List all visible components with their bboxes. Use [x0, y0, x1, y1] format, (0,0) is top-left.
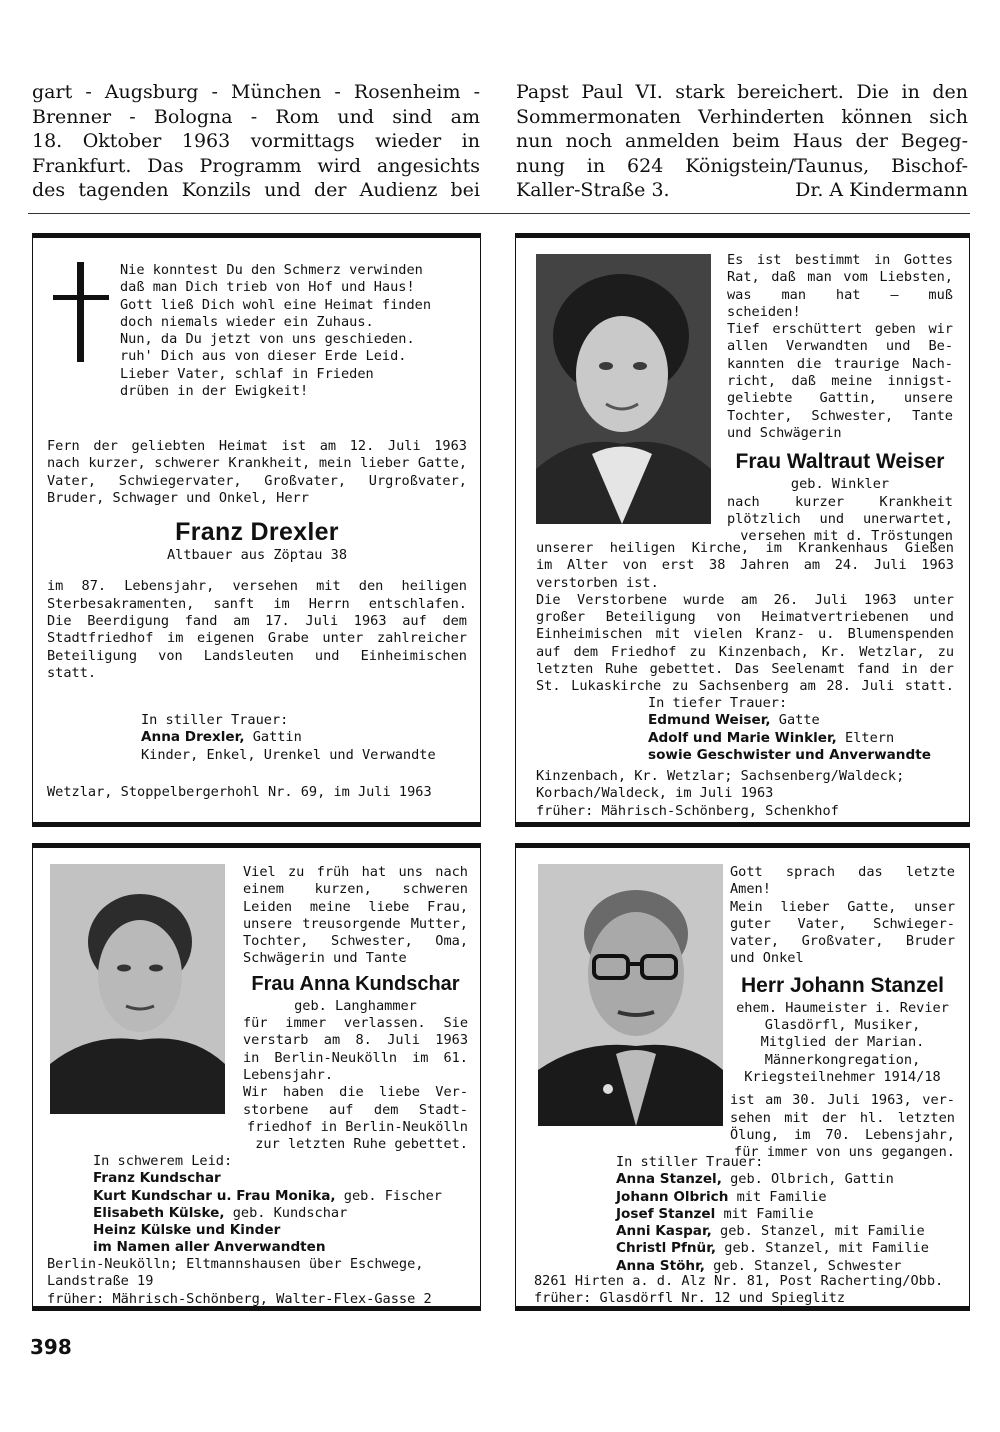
mourners	[616, 1154, 961, 1275]
text-line: für immer von uns gegangen.	[734, 1144, 955, 1161]
article-left-column	[32, 80, 480, 203]
portrait-photo	[50, 864, 225, 1114]
text-line: Die Beerdigung fand am 17. Juli 1963 auf dem	[47, 613, 467, 630]
article-last-line	[516, 178, 968, 203]
address-line: früher: Mährisch-Schönberg, Walter-Flex-Gasse 2	[47, 1290, 432, 1307]
mourner-line: Kinder, Enkel, Urenkel und Verwandte	[141, 746, 436, 763]
text-line: sehen mit der hl. letzten	[730, 1109, 955, 1126]
text-line: einem kurzen, schweren	[243, 881, 468, 898]
mourner-name: Elisabeth Külske,	[93, 1204, 225, 1221]
obituary-waltraut-weiser	[515, 233, 970, 827]
text-line: allen Verwandten und Be-	[727, 338, 953, 355]
text-line: richt, daß meine innigst-	[727, 373, 953, 390]
mourner-line: Franz Kundschar	[93, 1170, 221, 1187]
article-line: Frankfurt. Das Programm wird angesichts	[32, 154, 480, 177]
text-line: statt.	[47, 664, 97, 681]
address	[536, 768, 954, 820]
address-line: Berlin-Neukölln; Eltmannshausen über Eschwege,	[47, 1256, 424, 1272]
text-line: in Berlin-Neukölln im 61.	[243, 1049, 468, 1066]
side-text	[727, 252, 953, 545]
text-line: und Onkel	[730, 950, 804, 967]
mourner-relation: mit Familie	[728, 1188, 827, 1205]
text-line: Tochter, Schwester, Tante	[727, 407, 953, 424]
obituary-anna-kundschar	[32, 843, 481, 1311]
text-line: was man hat — muß	[727, 286, 953, 303]
title-line: Glasdörfl, Musiker,	[764, 1017, 921, 1034]
maiden-name: geb. Langhammer	[294, 997, 417, 1014]
address-line: früher: Mährisch-Schönberg, Schenkhof	[536, 802, 839, 819]
mourner-relation: geb. Kundschar	[224, 1204, 348, 1221]
mourner-relation: mit Familie	[715, 1205, 814, 1222]
poem-line: Nun, da Du jetzt von uns geschieden.	[120, 331, 415, 348]
text-line: kannten die traurige Nach-	[727, 355, 953, 372]
mourner-name: Edmund Weiser,	[648, 712, 771, 729]
mourners	[93, 1153, 473, 1257]
mourner-name: Josef Stanzel	[616, 1205, 716, 1222]
mourner-relation: geb. Stanzel, Schwester	[704, 1257, 902, 1274]
article-line: Brenner - Bologna - Rom und sind am	[32, 105, 480, 128]
article-line: Sommermonaten Verhinderten können sich	[516, 105, 968, 128]
mourner-relation: Eltern	[836, 729, 895, 746]
deceased-name: Franz Drexler	[175, 518, 339, 547]
text-line: verstorben ist.	[536, 574, 659, 591]
side-text	[243, 864, 468, 1153]
mourners	[141, 712, 471, 764]
mourner-line: im Namen aller Anverwandten	[93, 1239, 326, 1256]
article-right-column	[516, 80, 968, 203]
article-line: Papst Paul VI. stark bereichert. Die in den	[516, 81, 968, 103]
title-line: Mitglied der Marian.	[760, 1034, 925, 1051]
text-line: friedhof in Berlin-Neukölln	[247, 1118, 468, 1135]
text-line: Stadtfriedhof im eigenen Grabe unter zahlreicher	[47, 630, 467, 647]
text-line: Leiden meine liebe Frau,	[243, 898, 468, 915]
notice-body	[47, 438, 467, 682]
address	[534, 1273, 959, 1308]
text-line: unserer heiligen Kirche, im Krankenhaus Gießen	[536, 540, 954, 556]
poem-line: doch niemals wieder ein Zuhaus.	[120, 313, 374, 330]
poem-line: drüben in der Ewigkeit!	[120, 383, 309, 400]
mourner-name: Anna Drexler,	[141, 729, 245, 746]
section-divider	[28, 213, 970, 214]
text-line: Wir haben die liebe Ver-	[243, 1084, 468, 1101]
mourner-relation: Gatte	[770, 712, 820, 729]
article-line: nun noch anmelden beim Haus der Begeg-	[516, 130, 968, 152]
text-line: Schwägerin und Tante	[243, 950, 407, 967]
mourner-name: Johann Olbrich	[616, 1188, 729, 1205]
mourning-label: In stiller Trauer:	[616, 1154, 764, 1170]
text-line: Einheimischen mit vielen Kranz- u. Blumenspenden	[536, 626, 954, 643]
poem-line: Lieber Vater, schlaf in Frieden	[120, 365, 374, 382]
text-line: Tief erschüttert geben wir	[727, 321, 953, 338]
mourner-line	[616, 1189, 961, 1206]
mourner-name: Anna Stöhr,	[616, 1257, 705, 1274]
poem-line: Nie konntest Du den Schmerz verwinden	[120, 262, 423, 278]
text-line: Bruder, Schwager und Onkel, Herr	[47, 489, 309, 506]
poem-line: daß man Dich trieb von Hof und Haus!	[120, 279, 415, 296]
deceased-name: Herr Johann Stanzel	[740, 973, 945, 997]
address-line: 8261 Hirten a. d. Alz Nr. 81, Post Racherting/Obb.	[534, 1273, 944, 1289]
text-line: nach kurzer, schwerer Krankheit, mein lieber Gatte,	[47, 455, 467, 472]
mourner-line	[648, 730, 958, 747]
text-line: storbene auf dem Stadt-	[243, 1101, 468, 1118]
text-line: Mein lieber Gatte, unser	[730, 898, 955, 915]
mourner-line: sowie Geschwister und Anverwandte	[648, 746, 931, 763]
text-line: Vater, Schwiegervater, Großvater, Urgroßvater,	[47, 472, 467, 489]
mourner-relation: geb. Fischer	[335, 1187, 442, 1204]
article-line: 18. Oktober 1963 vormittags wieder in	[32, 130, 480, 152]
mourner-line	[141, 729, 471, 746]
text-line: St. Lukaskirche zu Sachsenberg am 28. Juli statt.	[536, 678, 954, 695]
text-line: ist am 30. Juli 1963, ver-	[730, 1092, 955, 1109]
address-line: Kinzenbach, Kr. Wetzlar; Sachsenberg/Waldeck;	[536, 768, 905, 784]
title-line: Männerkongregation,	[764, 1051, 921, 1068]
address-line: Wetzlar, Stoppelbergerhohl Nr. 69, im Juli 1963	[47, 784, 432, 800]
text-line: Tochter, Schwester, Oma,	[243, 933, 468, 950]
deceased-name: Frau Anna Kundschar	[251, 972, 460, 995]
mourner-name: Kurt Kundschar u. Frau Monika,	[93, 1187, 336, 1204]
text-line: geliebte Gattin, unsere	[727, 390, 953, 407]
text-line: zur letzten Ruhe gebettet.	[255, 1136, 468, 1153]
text-line: vater, Großvater, Bruder	[730, 933, 955, 950]
title-line: ehem. Haumeister i. Revier	[736, 999, 949, 1016]
text-line: scheiden!	[727, 303, 801, 320]
text-line: letzten Ruhe gebettet. Das Seelenamt fand in der	[536, 661, 954, 678]
mourners	[648, 695, 958, 764]
article-signature: Dr. A Kindermann	[795, 179, 968, 201]
text-line: nach kurzer Krankheit	[727, 493, 953, 510]
mourner-name: Anni Kaspar,	[616, 1223, 712, 1240]
article-line: Kaller-Straße 3.	[516, 179, 670, 201]
notice-body	[536, 540, 954, 696]
mourning-label: In stiller Trauer:	[141, 712, 289, 728]
deceased-name: Frau Waltraut Weiser	[735, 450, 945, 474]
text-line: Lebensjahr.	[243, 1066, 334, 1083]
address-line: Korbach/Waldeck, im Juli 1963	[536, 785, 774, 802]
mourner-line	[648, 712, 958, 729]
mourner-line: Heinz Külske und Kinder	[93, 1222, 281, 1239]
text-line: und Schwägerin	[727, 424, 842, 441]
text-line: Die Verstorbene wurde am 26. Juli 1963 unter	[536, 591, 954, 608]
poem	[120, 262, 460, 400]
article-line: des tagenden Konzils und der Audienz bei	[32, 179, 480, 201]
mourner-line	[93, 1205, 473, 1222]
obituary-franz-drexler	[32, 233, 481, 827]
portrait-photo	[536, 254, 711, 524]
cross-icon	[53, 262, 109, 362]
text-line: Rat, daß man vom Liebsten,	[727, 269, 953, 286]
text-line: Gott sprach das letzte	[730, 864, 955, 880]
address-line: früher: Glasdörfl Nr. 12 und Spieglitz	[534, 1290, 845, 1307]
text-line: versehen mit d. Tröstungen	[740, 528, 953, 545]
mourner-relation: geb. Olbrich, Gattin	[721, 1171, 894, 1188]
mourner-name: Anna Stanzel,	[616, 1171, 722, 1188]
address	[47, 784, 467, 801]
mourning-label: In tiefer Trauer:	[648, 695, 788, 711]
address	[47, 1256, 472, 1308]
mourner-line	[616, 1240, 961, 1257]
portrait-photo	[538, 864, 723, 1126]
text-line: Ölung, im 70. Lebensjahr,	[730, 1126, 955, 1143]
mourning-label: In schwerem Leid:	[93, 1153, 233, 1169]
mourner-name: Adolf und Marie Winkler,	[648, 729, 837, 746]
text-line: Es ist bestimmt in Gottes	[727, 252, 953, 268]
text-line: plötzlich und unerwartet,	[727, 510, 953, 527]
text-line: im 87. Lebensjahr, versehen mit den heiligen	[47, 578, 467, 595]
mourner-relation: geb. Stanzel, mit Familie	[716, 1240, 929, 1257]
mourner-relation: Gattin	[244, 729, 302, 746]
text-line: unsere treusorgende Mutter,	[243, 915, 468, 932]
text-line: Fern der geliebten Heimat ist am 12. Juli 1963	[47, 438, 467, 454]
text-line: für immer verlassen. Sie	[243, 1015, 468, 1032]
mourner-relation: geb. Stanzel, mit Familie	[711, 1223, 925, 1240]
obituary-johann-stanzel	[515, 843, 970, 1311]
text-line: Viel zu früh hat uns nach	[243, 864, 468, 880]
text-line: großer Beteiligung von Heimatvertriebenen und	[536, 609, 954, 626]
text-line: guter Vater, Schwieger-	[730, 915, 955, 932]
side-text	[730, 864, 955, 1161]
text-line: verstarb am 8. Juli 1963	[243, 1032, 468, 1049]
deceased-subtitle: Altbauer aus Zöptau 38	[166, 547, 348, 564]
page-number: 398	[30, 1335, 72, 1359]
poem-line: Gott ließ Dich wohl eine Heimat finden	[120, 296, 431, 313]
mourner-line	[616, 1171, 961, 1188]
text-line: Beteiligung von Landsleuten und Einheimischen	[47, 647, 467, 664]
mourner-line	[93, 1188, 473, 1205]
mourner-line	[616, 1223, 961, 1240]
title-line: Kriegsteilnehmer 1914/18	[744, 1068, 941, 1085]
text-line: Sterbesakramenten, sanft im Herrn entschlafen.	[47, 595, 467, 612]
text-line: Amen!	[730, 881, 771, 898]
maiden-name: geb. Winkler	[790, 476, 890, 493]
poem-line: ruh' Dich aus von dieser Erde Leid.	[120, 348, 407, 365]
mourner-line	[616, 1206, 961, 1223]
address-line: Landstraße 19	[47, 1273, 154, 1290]
article-line: nung in 624 Königstein/Taunus, Bischof-	[516, 154, 968, 177]
text-line: auf dem Friedhof zu Kinzenbach, Kr. Wetzlar, zu	[536, 643, 954, 660]
text-line: im Alter von erst 38 Jahren am 24. Juli 1963	[536, 557, 954, 574]
mourner-name: Christl Pfnür,	[616, 1240, 717, 1257]
article-line: gart - Augsburg - München - Rosenheim -	[32, 81, 480, 103]
